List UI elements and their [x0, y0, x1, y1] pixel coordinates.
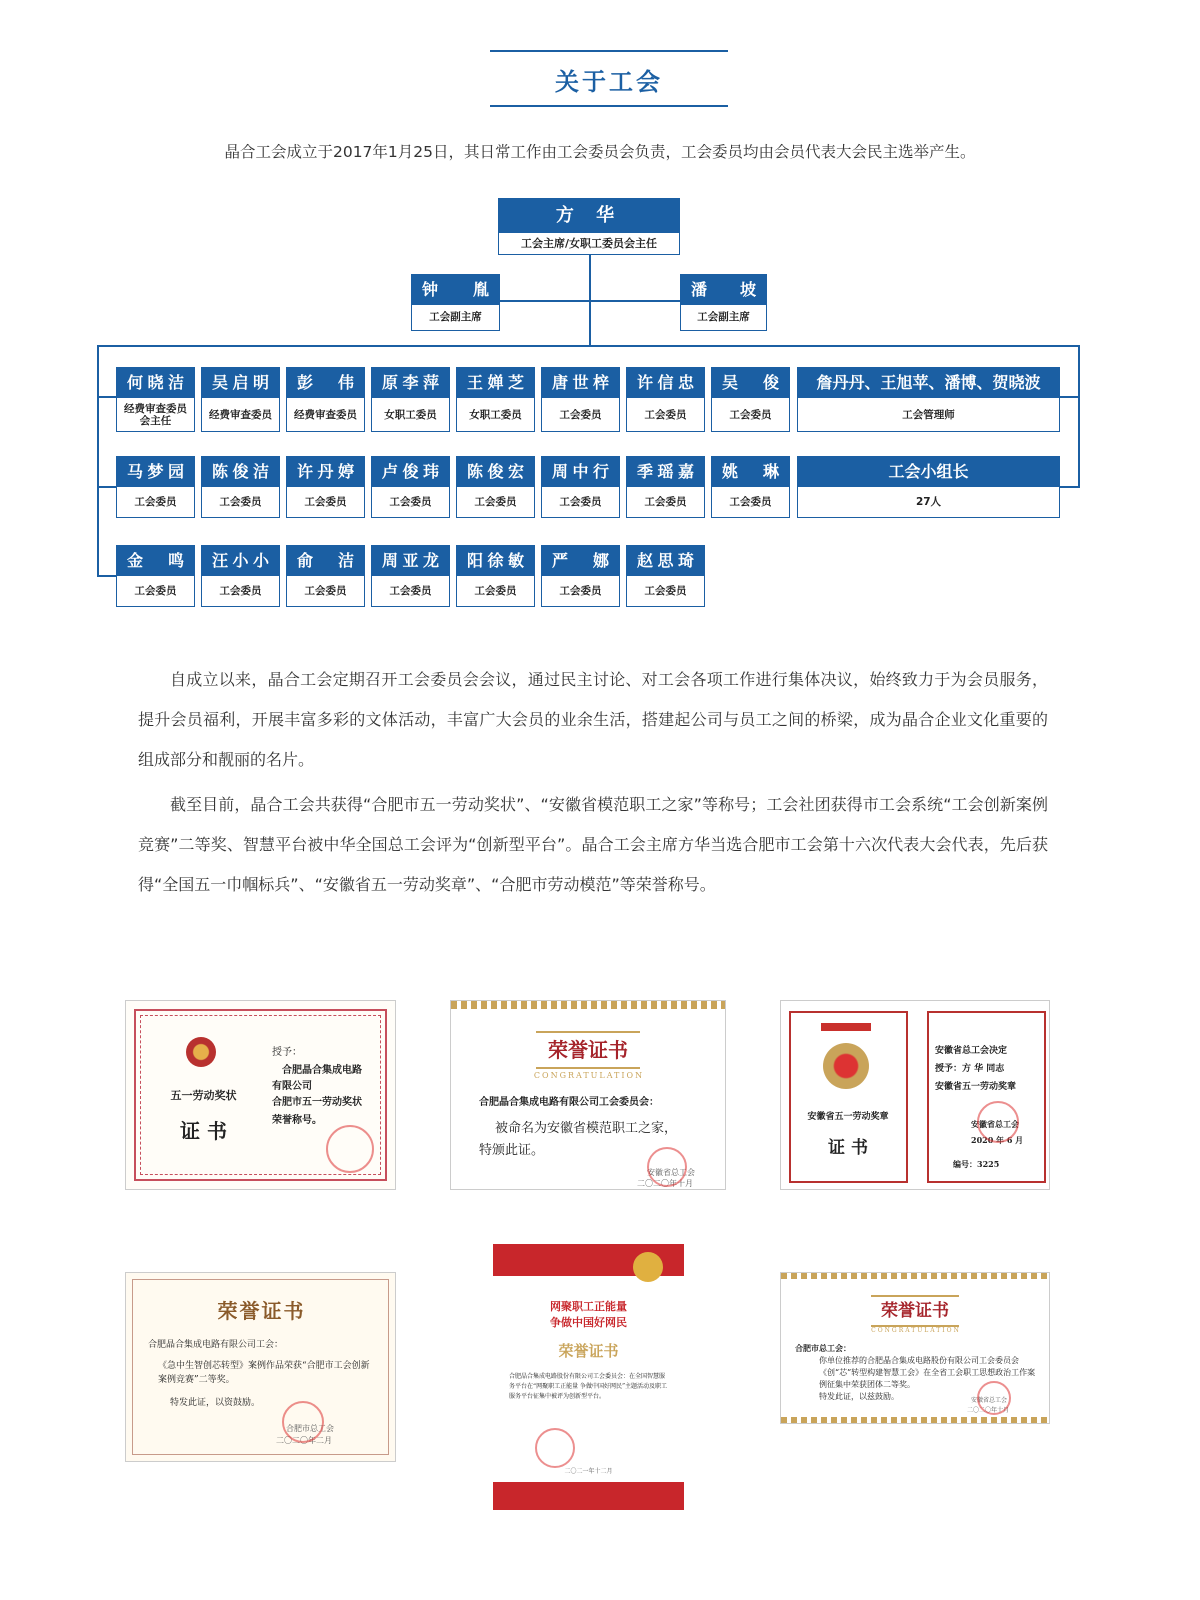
org-card-member: [371, 456, 450, 518]
cert-r-grant: 授予：方 华 同志: [935, 1064, 1005, 1074]
org-role: 经费审查委员: [209, 408, 272, 421]
medal-icon: [186, 1037, 216, 1067]
org-role: 工会委员: [304, 585, 347, 597]
org-role: 工会委员: [304, 496, 347, 508]
cert-big: 证 书: [828, 1138, 868, 1158]
org-name: 工会小组长: [798, 457, 1059, 487]
red-seal-icon: [326, 1125, 374, 1173]
org-card-member: [626, 456, 705, 518]
org-card-member: [116, 367, 195, 432]
org-role: 工会委员: [134, 585, 177, 597]
connector-right-rail: [1078, 345, 1080, 487]
cert-closing: 特发此证，以资鼓励。: [170, 1398, 261, 1408]
title-rule-top: [490, 50, 728, 52]
red-seal-icon: [647, 1147, 687, 1187]
org-card-member: [286, 456, 365, 518]
cert-line: 荣誉称号。: [272, 1115, 322, 1126]
cert-banner: 荣誉证书: [558, 1342, 619, 1360]
org-name: 阳徐敏: [457, 546, 534, 576]
certificate-5: [493, 1244, 684, 1510]
org-name: 卢俊玮: [372, 457, 449, 487]
org-name: 汪小小: [202, 546, 279, 576]
org-card-vice-2: [680, 274, 767, 331]
cert-r-date: 2020 年 6 月: [971, 1135, 1024, 1145]
org-name: 俞 洁: [287, 546, 364, 576]
org-role: 工会委员: [559, 585, 602, 597]
org-name: 周亚龙: [372, 546, 449, 576]
org-card-chair: [498, 198, 680, 255]
cert-right-panel: [927, 1011, 1046, 1183]
org-role: 工会主席/女职工委员会主任: [520, 237, 658, 250]
org-card-member: [201, 367, 280, 432]
cert-recipient: 合肥晶合集成电路有限公司工会：: [148, 1340, 284, 1350]
cert-body: 被命名为安徽省模范职工之家，: [495, 1121, 678, 1136]
cert-date: 二〇二〇年二月: [276, 1436, 332, 1445]
section-title-block: [490, 50, 728, 106]
cert-recipient: 合肥市总工会：: [795, 1343, 851, 1353]
org-name: 姚 琳: [712, 457, 789, 487]
org-name: 吴 俊: [712, 368, 789, 398]
connector-left-stub-3: [97, 575, 117, 577]
cert-date: 二〇二一年十二月: [564, 1468, 613, 1475]
medal-ribbon-icon: [821, 1023, 871, 1031]
certificate-2: [450, 1000, 726, 1190]
cert-issuer: 合肥市总工会: [286, 1424, 334, 1433]
cert-body: 特颁此证。: [479, 1143, 545, 1158]
org-role: 经费审查委员: [294, 408, 357, 421]
org-role: 工会委员: [559, 408, 602, 421]
org-name: 季瑶嘉: [627, 457, 704, 487]
org-card-member: [201, 456, 280, 518]
org-card-member: [456, 456, 535, 518]
org-card-member: [711, 456, 790, 518]
cert-date: 二〇二〇年十月: [967, 1407, 1010, 1414]
page-title: 关于工会: [555, 68, 663, 96]
title-rule-bottom: [490, 105, 728, 107]
cert-line: 有限公司: [272, 1081, 312, 1092]
cert-line: 合肥晶合集成电路: [282, 1065, 362, 1076]
cert-body: 《急中生智创芯转型》案例作品荣获“合肥市工会创新案例竞赛”二等奖。: [158, 1361, 370, 1385]
org-role: 工会委员: [474, 496, 517, 508]
org-role: 工会副主席: [697, 311, 750, 323]
org-card-member: [541, 456, 620, 518]
connector-vice: [500, 300, 680, 302]
org-name: 许信忠: [627, 368, 704, 398]
cert-issuer: 安徽省总工会: [647, 1168, 695, 1177]
cert-headline-1: 网聚职工正能量: [550, 1300, 627, 1313]
cert-r-award: 安徽省五一劳动奖章: [935, 1082, 1017, 1092]
org-card-member: [456, 367, 535, 432]
cert-date: 二〇二〇年十月: [637, 1179, 693, 1188]
cert-recipient: 合肥晶合集成电路有限公司工会委员会：: [479, 1097, 659, 1108]
connector-left-stub-1: [97, 396, 117, 398]
cert-r-issuer: 安徽省总工会: [971, 1119, 1019, 1129]
org-card-wide-group-leaders: [797, 456, 1060, 518]
cert-banner: 荣誉证书: [871, 1295, 959, 1327]
red-seal-icon: [977, 1101, 1019, 1143]
org-role: 工会委员: [219, 496, 262, 508]
org-role: 工会委员: [389, 585, 432, 597]
cert-left-title: 五一劳动奖状: [170, 1089, 237, 1102]
cert-banner: 荣誉证书: [536, 1031, 640, 1069]
cert-headline-2: 争做中国好网民: [550, 1316, 627, 1329]
org-role: 工会委员: [644, 585, 687, 597]
org-role: 工会委员: [729, 408, 772, 421]
body-paragraph-1: 自成立以来，晶合工会定期召开工会委员会会议，通过民主讨论、对工会各项工作进行集体决议，始终致力于为会员服务，提升会员福利，开展丰富多彩的文体活动，丰富广大会员的业余生活，搭建起公司与员工之间的桥梁，成为晶合企业文化重要的组成部分和靓丽的名片。: [138, 670, 1048, 769]
red-seal-icon: [977, 1381, 1011, 1415]
org-name: 詹丹丹、王旭苹、潘博、贺晓波: [798, 368, 1059, 398]
org-name: 潘 坡: [681, 275, 766, 305]
org-card-member: [286, 367, 365, 432]
cert-left-big: 证 书: [180, 1119, 227, 1143]
org-card-member: [116, 545, 195, 607]
org-role: 工会委员: [644, 408, 687, 421]
red-seal-icon: [282, 1401, 324, 1443]
cert-sub: CONGRATULATION: [533, 1071, 645, 1080]
org-card-member: [541, 367, 620, 432]
org-name: 严 娜: [542, 546, 619, 576]
org-name: 周中行: [542, 457, 619, 487]
org-card-member: [626, 367, 705, 432]
cert-bottom-band: [493, 1482, 684, 1510]
org-card-member: [116, 456, 195, 518]
org-card-member: [626, 545, 705, 607]
org-role: 工会委员: [644, 496, 687, 508]
cert-bottom-pattern: [781, 1417, 1050, 1423]
cert-top-pattern: [781, 1273, 1050, 1279]
org-role: 经费审查委员会主任: [124, 402, 187, 427]
org-role: 工会委员: [729, 496, 772, 508]
org-role: 工会委员: [474, 585, 517, 597]
certificate-3: [780, 1000, 1050, 1190]
org-card-member: [711, 367, 790, 432]
connector-right-stub-2: [1060, 486, 1080, 488]
cert-line: 合肥市五一劳动奖状: [272, 1097, 362, 1108]
org-card-member: [201, 545, 280, 607]
org-name: 王婵芝: [457, 368, 534, 398]
cert-issuer: 安徽省总工会: [971, 1397, 1008, 1404]
org-name: 金 鸣: [117, 546, 194, 576]
cert-line: 授予：: [272, 1047, 302, 1058]
org-name: 赵思琦: [627, 546, 704, 576]
org-role: 工会委员: [559, 496, 602, 508]
org-card-member: [286, 545, 365, 607]
cert-top-pattern: [451, 1001, 726, 1009]
org-name: 方 华: [499, 199, 679, 233]
org-card-vice-1: [411, 274, 500, 331]
org-name: 彭 伟: [287, 368, 364, 398]
org-name: 吴启明: [202, 368, 279, 398]
cert-banner: 荣誉证书: [217, 1299, 306, 1323]
body-paragraph-2: 截至目前，晶合工会共获得“合肥市五一劳动奖状”、“安徽省模范职工之家”等称号；工会社团获得市工会系统“工会创新案例竞赛”二等奖、智慧平台被中华全国总工会评为“创新型平台”。晶合工会主席方华当选合肥市工会第十六次代表大会代表，先后获得“全国五一巾帼标兵”、“安徽省五一劳动奖章”、“合肥市劳动模范”等荣誉称号。: [138, 795, 1048, 894]
org-name: 陈俊宏: [457, 457, 534, 487]
connector-left-stub-2: [97, 486, 117, 488]
cert-r-no: 编号：3225: [953, 1159, 1000, 1169]
cert-medal-name: 安徽省五一劳动奖章: [807, 1112, 889, 1122]
cert-sub: CONGRATULATION: [871, 1327, 961, 1334]
org-role: 工会管理师: [902, 408, 955, 421]
org-role: 工会委员: [219, 585, 262, 597]
intro-text: 晶合工会成立于2017年1月25日，其日常工作由工会委员会负责，工会委员均由会员代表大会民主选举产生。: [224, 143, 976, 161]
medal-icon: [823, 1043, 869, 1089]
union-emblem-icon: [633, 1252, 663, 1282]
org-card-member: [456, 545, 535, 607]
org-name: 许丹婷: [287, 457, 364, 487]
org-role: 女职工委员: [469, 408, 522, 421]
certificate-6: [780, 1272, 1050, 1424]
org-card-member: [371, 367, 450, 432]
cert-body: 你单位推荐的合肥晶合集成电路股份有限公司工会委员会《创“芯”转型构建智慧工会》在全省工会职工思想政治工作案例征集中荣获团体二等奖。: [819, 1356, 1036, 1389]
red-seal-icon: [535, 1428, 575, 1468]
org-role: 27人: [915, 496, 942, 508]
connector-main: [97, 345, 1080, 347]
connector-left-rail: [97, 345, 99, 577]
org-name: 何晓洁: [117, 368, 194, 398]
org-card-member: [371, 545, 450, 607]
org-role: 工会委员: [389, 496, 432, 508]
cert-body: 合肥晶合集成电路股份有限公司工会委员会：在全国智慧服务平台在“网聚职工正能量 争做中国好网民”主题活动及职工服务平台征集中被评为创新型平台。: [509, 1373, 668, 1400]
org-name: 钟 胤: [412, 275, 499, 305]
org-role: 工会副主席: [429, 311, 482, 323]
cert-r-title: 安徽省总工会决定: [935, 1046, 1008, 1056]
org-name: 马梦园: [117, 457, 194, 487]
connector-right-stub-1: [1060, 396, 1080, 398]
org-name: 唐世梓: [542, 368, 619, 398]
org-card-member: [541, 545, 620, 607]
cert-closing: 特发此证，以兹鼓励。: [819, 1392, 899, 1401]
org-name: 原李萍: [372, 368, 449, 398]
org-card-wide-managers: [797, 367, 1060, 432]
org-role: 女职工委员: [384, 408, 437, 421]
org-name: 陈俊洁: [202, 457, 279, 487]
certificate-1: [125, 1000, 396, 1190]
org-role: 工会委员: [134, 496, 177, 508]
certificate-4: [125, 1272, 396, 1462]
